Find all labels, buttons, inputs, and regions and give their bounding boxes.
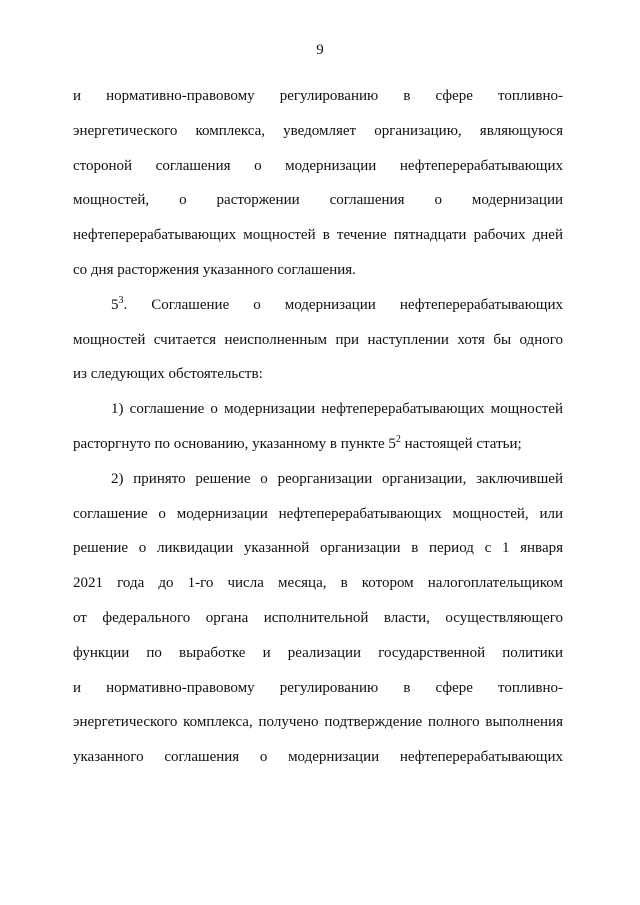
text-line: соглашение о модернизации нефтеперерабатывающих мощностей, или	[73, 505, 563, 522]
text-line: энергетического комплекса, получено подтверждение полного выполнения	[73, 714, 563, 731]
text-line: из следующих обстоятельств:	[73, 366, 263, 383]
paragraph-continuation	[73, 79, 563, 288]
text-line: стороной соглашения о модернизации нефтеперерабатывающих	[73, 157, 563, 174]
text-line: $5^3$. Соглашение о модернизации нефтеперерабатывающих	[111, 294, 563, 313]
text-line: расторгнуто по основанию, указанному в пункте $5^2$ настоящей статьи;	[73, 433, 522, 452]
text-line: указанного соглашения о модернизации нефтеперерабатывающих	[73, 749, 563, 766]
text-line: функции по выработке и реализации государственной политики	[73, 644, 563, 661]
list-item-1	[73, 392, 563, 462]
text-line: со дня расторжения указанного соглашения.	[73, 261, 356, 278]
text-line: мощностей считается неисполненным при наступлении хотя бы одного	[73, 331, 563, 348]
text-line: нефтеперерабатывающих мощностей в течение пятнадцати рабочих дней	[73, 227, 563, 244]
paragraph-5-3	[73, 288, 563, 392]
text-line: мощностей, о расторжении соглашения о модернизации	[73, 192, 563, 209]
text-line: решение о ликвидации указанной организации в период с 1 января	[73, 540, 563, 557]
text-line: и нормативно-правовому регулированию в сфере топливно-	[73, 679, 563, 696]
text-line: 1) соглашение о модернизации нефтеперерабатывающих мощностей	[111, 401, 563, 418]
text-line: от федерального органа исполнительной власти, осуществляющего	[73, 609, 563, 626]
text-line: 2021 года до 1-го числа месяца, в котором налогоплательщиком	[73, 575, 563, 592]
paragraph-number: $5^3$	[111, 294, 124, 313]
text-line: и нормативно-правовому регулированию в сфере топливно-	[73, 88, 563, 104]
text-line: энергетического комплекса, уведомляет организацию, являющуюся	[73, 122, 563, 139]
document-body	[73, 79, 563, 775]
page-number: 9	[316, 42, 324, 58]
list-item-2	[73, 462, 563, 775]
text-line: 2) принято решение о реорганизации организации, заключившей	[111, 470, 563, 487]
